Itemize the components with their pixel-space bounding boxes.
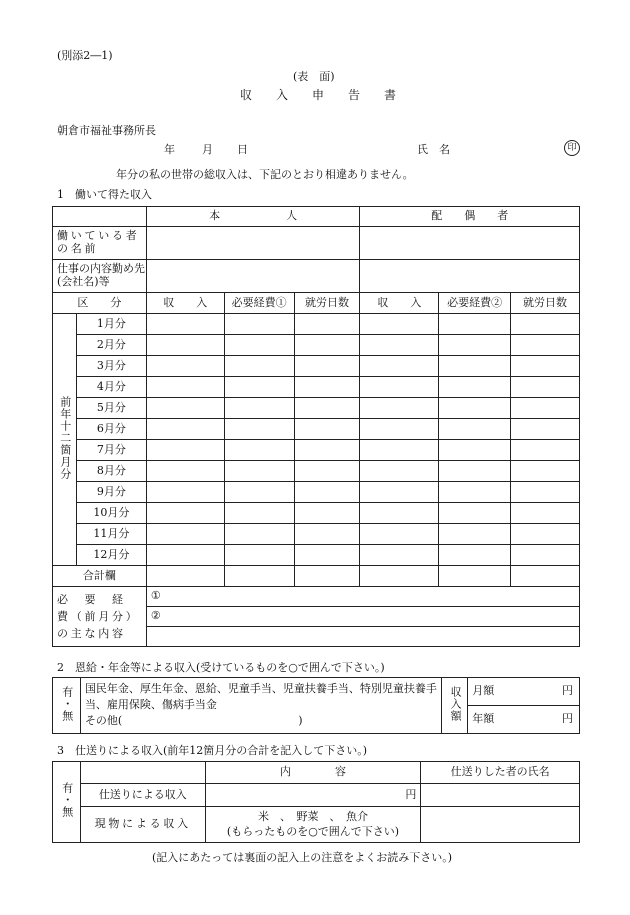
col-header: 収 入 — [146, 293, 224, 314]
expenses-label: 必 要 経 費（前月分）の主な内容 — [53, 587, 147, 647]
cell[interactable] — [360, 398, 439, 419]
cell[interactable] — [146, 419, 224, 440]
income-amount-label: 収入額 — [442, 678, 468, 734]
pension-items — [80, 678, 441, 734]
person-name-field[interactable] — [146, 227, 360, 260]
cell[interactable] — [360, 377, 439, 398]
section3-heading: 3 仕送りによる収入(前年12箇月分の合計を記入して下さい。) — [57, 744, 368, 757]
month-row-label: 8月分 — [76, 461, 146, 482]
cell[interactable] — [439, 398, 511, 419]
cell[interactable] — [511, 377, 580, 398]
month-row-label: 3月分 — [76, 356, 146, 377]
cell[interactable] — [439, 524, 511, 545]
cell[interactable] — [224, 440, 294, 461]
cell[interactable] — [439, 482, 511, 503]
month-row-label: 9月分 — [76, 482, 146, 503]
cash-amount[interactable]: 円 — [205, 784, 421, 807]
cell[interactable] — [439, 356, 511, 377]
cell[interactable] — [511, 398, 580, 419]
cell[interactable] — [360, 545, 439, 566]
spouse-header: 配 偶 者 — [360, 207, 580, 227]
cell[interactable] — [511, 503, 580, 524]
expense-line-1[interactable]: ① — [146, 587, 579, 607]
cell[interactable] — [224, 419, 294, 440]
content-header: 内 容 — [205, 762, 421, 784]
cell[interactable] — [439, 335, 511, 356]
goods-items[interactable]: 米 、 野菜 、 魚介 — [258, 809, 368, 823]
cell[interactable] — [294, 356, 360, 377]
expense-line-3[interactable] — [146, 627, 579, 647]
col-header: 必要経費① — [224, 293, 294, 314]
monthly-amount[interactable]: 月額 円 — [468, 678, 580, 706]
pension-other[interactable]: その他( ) — [84, 713, 303, 727]
cell[interactable] — [146, 503, 224, 524]
section2-heading: 2 恩給・年金等による収入(受けているものを○で囲んで下さい。) — [57, 661, 385, 674]
cell[interactable] — [224, 545, 294, 566]
month-row-label: 4月分 — [76, 377, 146, 398]
cell[interactable] — [224, 356, 294, 377]
month-row-label: 2月分 — [76, 335, 146, 356]
cell[interactable] — [224, 398, 294, 419]
cell[interactable] — [360, 440, 439, 461]
spouse-name-field[interactable] — [360, 227, 580, 260]
cash-label: 仕送りによる収入 — [80, 784, 205, 807]
pension-table — [52, 677, 580, 734]
cell[interactable] — [511, 461, 580, 482]
col-header: 就労日数 — [511, 293, 580, 314]
category-header: 区 分 — [53, 293, 147, 314]
cell[interactable] — [439, 419, 511, 440]
goods-note: (もらったものを○で囲んで下さい) — [226, 824, 400, 838]
cell[interactable] — [294, 398, 360, 419]
cell[interactable] — [224, 314, 294, 335]
cell[interactable] — [439, 503, 511, 524]
cell[interactable] — [294, 482, 360, 503]
goods-label: 現物による収入 — [80, 807, 205, 843]
goods-content[interactable] — [205, 807, 421, 843]
month-row-label: 12月分 — [76, 545, 146, 566]
cell[interactable] — [511, 545, 580, 566]
cell[interactable] — [294, 440, 360, 461]
col-header: 必要経費② — [439, 293, 511, 314]
period-label: 前年十二箇月分 — [53, 314, 77, 566]
cell[interactable] — [146, 377, 224, 398]
cell[interactable] — [439, 314, 511, 335]
expense-line-2[interactable]: ② — [146, 607, 579, 627]
cell[interactable] — [360, 461, 439, 482]
month-row-label: 7月分 — [76, 440, 146, 461]
goods-sender[interactable] — [421, 807, 580, 843]
cell[interactable] — [294, 545, 360, 566]
cell[interactable] — [224, 482, 294, 503]
cell[interactable] — [439, 566, 511, 587]
attachment-label: (別添2―1) — [57, 49, 113, 62]
job-label: 仕事の内容勤め先(会社名)等 — [53, 260, 147, 293]
sender-header: 仕送りした者の氏名 — [421, 762, 580, 784]
pension-yesno[interactable]: 有・無 — [53, 678, 81, 734]
cell[interactable] — [294, 377, 360, 398]
month-row-label: 1月分 — [76, 314, 146, 335]
cell[interactable] — [146, 356, 224, 377]
cell[interactable] — [511, 440, 580, 461]
month-label: 月 — [202, 143, 213, 156]
cell[interactable] — [511, 524, 580, 545]
section1-heading: 1 働いて得た収入 — [57, 188, 152, 201]
cell[interactable] — [360, 524, 439, 545]
spouse-job-field[interactable] — [360, 260, 580, 293]
cell[interactable] — [146, 482, 224, 503]
pension-item-list: 国民年金、厚生年金、恩給、児童手当、児童扶養手当、特別児童扶養手当、雇用保険、傷病手当金 — [84, 682, 437, 711]
cell[interactable] — [360, 314, 439, 335]
cell[interactable] — [146, 335, 224, 356]
cell[interactable] — [294, 524, 360, 545]
col-header: 収 入 — [360, 293, 439, 314]
person-header: 本 人 — [146, 207, 360, 227]
month-row-label: 6月分 — [76, 419, 146, 440]
cell[interactable] — [224, 335, 294, 356]
month-row-label: 10月分 — [76, 503, 146, 524]
form-title: 収 入 申 告 書 — [240, 88, 397, 102]
cell[interactable] — [360, 356, 439, 377]
year-label: 年 — [164, 143, 175, 156]
cell[interactable] — [360, 335, 439, 356]
cell[interactable] — [146, 545, 224, 566]
cell[interactable] — [360, 419, 439, 440]
day-label: 日 — [237, 143, 248, 156]
yearly-amount[interactable]: 年額 円 — [468, 706, 580, 734]
total-label: 合計欄 — [53, 566, 147, 587]
name-label: 氏 名 — [417, 143, 450, 156]
cell[interactable] — [294, 314, 360, 335]
side-label: (表 面) — [293, 70, 335, 83]
cell[interactable] — [146, 398, 224, 419]
worker-name-label: 働いている者の名前 — [53, 227, 147, 260]
cell[interactable] — [511, 566, 580, 587]
cell[interactable] — [511, 335, 580, 356]
cell[interactable] — [224, 503, 294, 524]
cell[interactable] — [294, 461, 360, 482]
cell[interactable] — [294, 566, 360, 587]
cell[interactable] — [511, 482, 580, 503]
cell[interactable] — [360, 566, 439, 587]
cell[interactable] — [294, 503, 360, 524]
person-job-field[interactable] — [146, 260, 360, 293]
cell[interactable] — [146, 566, 224, 587]
cell[interactable] — [511, 314, 580, 335]
cell[interactable] — [439, 377, 511, 398]
remittance-table — [52, 761, 580, 843]
cash-sender[interactable] — [421, 784, 580, 807]
cell[interactable] — [224, 524, 294, 545]
cell[interactable] — [439, 545, 511, 566]
declaration-text: 年分の私の世帯の総収入は、下記のとおり相違ありません。 — [116, 168, 414, 181]
cell[interactable] — [224, 566, 294, 587]
cell[interactable] — [294, 335, 360, 356]
cell[interactable] — [360, 503, 439, 524]
cell[interactable] — [146, 524, 224, 545]
col-header: 就労日数 — [294, 293, 360, 314]
cell[interactable] — [439, 440, 511, 461]
cell[interactable] — [511, 356, 580, 377]
month-row-label: 5月分 — [76, 398, 146, 419]
seal-mark: 印 — [564, 140, 580, 156]
cell[interactable] — [146, 461, 224, 482]
month-row-label: 11月分 — [76, 524, 146, 545]
cell[interactable] — [439, 461, 511, 482]
addressee: 朝倉市福祉事務所長 — [57, 124, 156, 137]
earned-income-table — [52, 206, 580, 647]
remittance-yesno[interactable]: 有・無 — [53, 762, 81, 843]
cell[interactable] — [511, 419, 580, 440]
cell[interactable] — [146, 440, 224, 461]
cell[interactable] — [360, 482, 439, 503]
cell[interactable] — [224, 377, 294, 398]
cell[interactable] — [146, 314, 224, 335]
footer-note: (記入にあたっては裏面の記入上の注意をよくお読み下さい。) — [152, 851, 453, 864]
cell[interactable] — [224, 461, 294, 482]
cell[interactable] — [294, 419, 360, 440]
